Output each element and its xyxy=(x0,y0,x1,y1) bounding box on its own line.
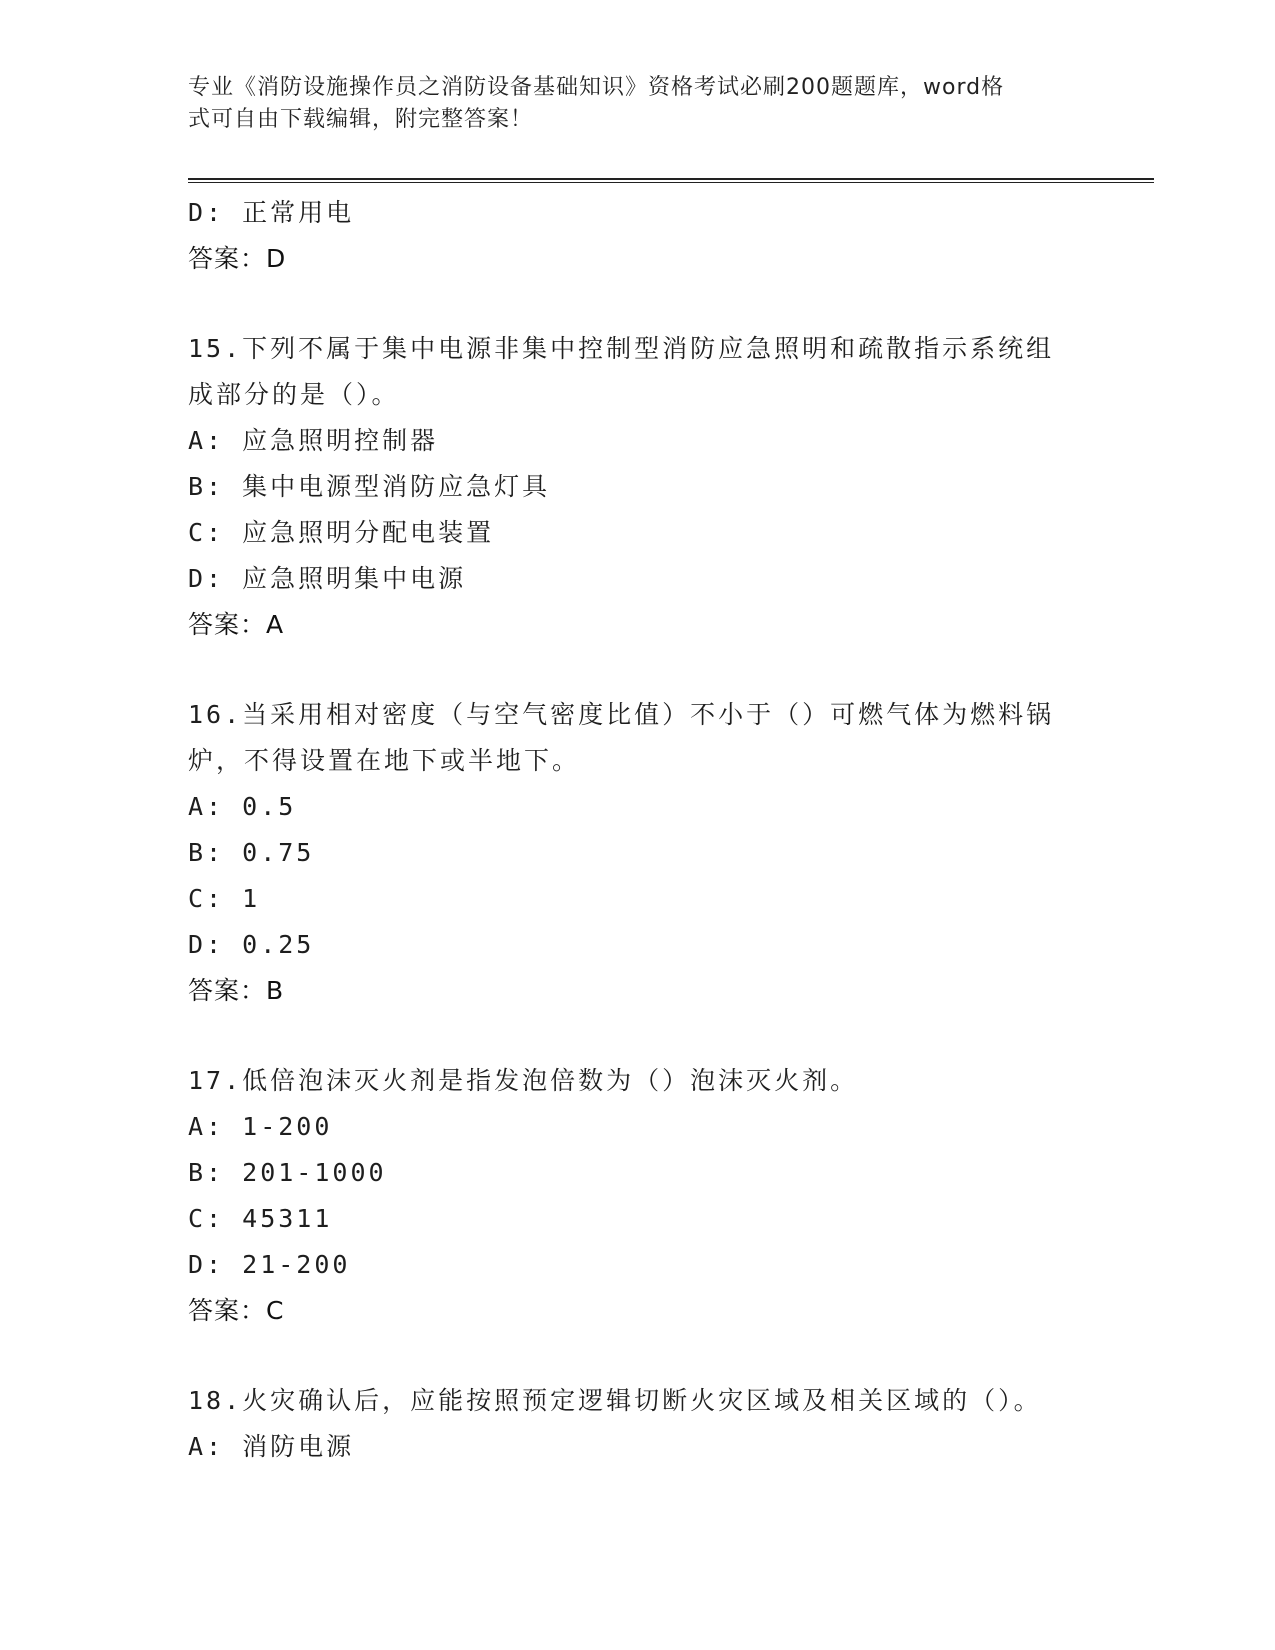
option-a: A: 应急照明控制器 xyxy=(188,426,439,455)
question-stem: 炉，不得设置在地下或半地下。 xyxy=(188,746,581,775)
document-body xyxy=(188,190,1088,1470)
option-c: C: 应急照明分配电装置 xyxy=(188,518,495,547)
option-a: A: 1-200 xyxy=(188,1112,333,1141)
header-divider xyxy=(188,178,1154,183)
question-14-tail xyxy=(188,190,1088,282)
option-d: D: 0.25 xyxy=(188,930,315,959)
header-line-1: 专业《消防设施操作员之消防设备基础知识》资格考试必刷200题题库，word格 xyxy=(188,75,1005,100)
option-b: B: 集中电源型消防应急灯具 xyxy=(188,472,551,501)
question-stem: 成部分的是（）。 xyxy=(188,380,400,409)
spacer xyxy=(188,1334,1088,1378)
question-stem: 18.火灾确认后，应能按照预定逻辑切断火灾区域及相关区域的（）。 xyxy=(188,1386,1042,1415)
question-17 xyxy=(188,1058,1088,1334)
option-b: B: 0.75 xyxy=(188,838,315,867)
header-line-2: 式可自由下载编辑，附完整答案！ xyxy=(188,107,534,132)
option-d: D: 正常用电 xyxy=(188,198,355,227)
question-stem: 17.低倍泡沫灭火剂是指发泡倍数为（）泡沫灭火剂。 xyxy=(188,1066,859,1095)
question-16 xyxy=(188,692,1088,1014)
option-a: A: 0.5 xyxy=(188,792,297,821)
option-c: C: 1 xyxy=(188,884,261,913)
option-c: C: 45311 xyxy=(188,1204,333,1233)
spacer xyxy=(188,1014,1088,1058)
answer-line: 答案：D xyxy=(188,244,287,273)
option-a: A: 消防电源 xyxy=(188,1432,355,1461)
question-stem: 16.当采用相对密度（与空气密度比值）不小于（）可燃气体为燃料锅 xyxy=(188,700,1055,729)
option-d: D: 应急照明集中电源 xyxy=(188,564,467,593)
option-d: D: 21-200 xyxy=(188,1250,351,1279)
question-stem: 15.下列不属于集中电源非集中控制型消防应急照明和疏散指示系统组 xyxy=(188,334,1055,363)
answer-line: 答案：B xyxy=(188,976,285,1005)
option-b: B: 201-1000 xyxy=(188,1158,387,1187)
page-header xyxy=(188,72,1068,136)
spacer xyxy=(188,282,1088,326)
answer-line: 答案：C xyxy=(188,1296,285,1325)
answer-line: 答案：A xyxy=(188,610,285,639)
question-18 xyxy=(188,1378,1088,1470)
spacer xyxy=(188,648,1088,692)
question-15 xyxy=(188,326,1088,648)
